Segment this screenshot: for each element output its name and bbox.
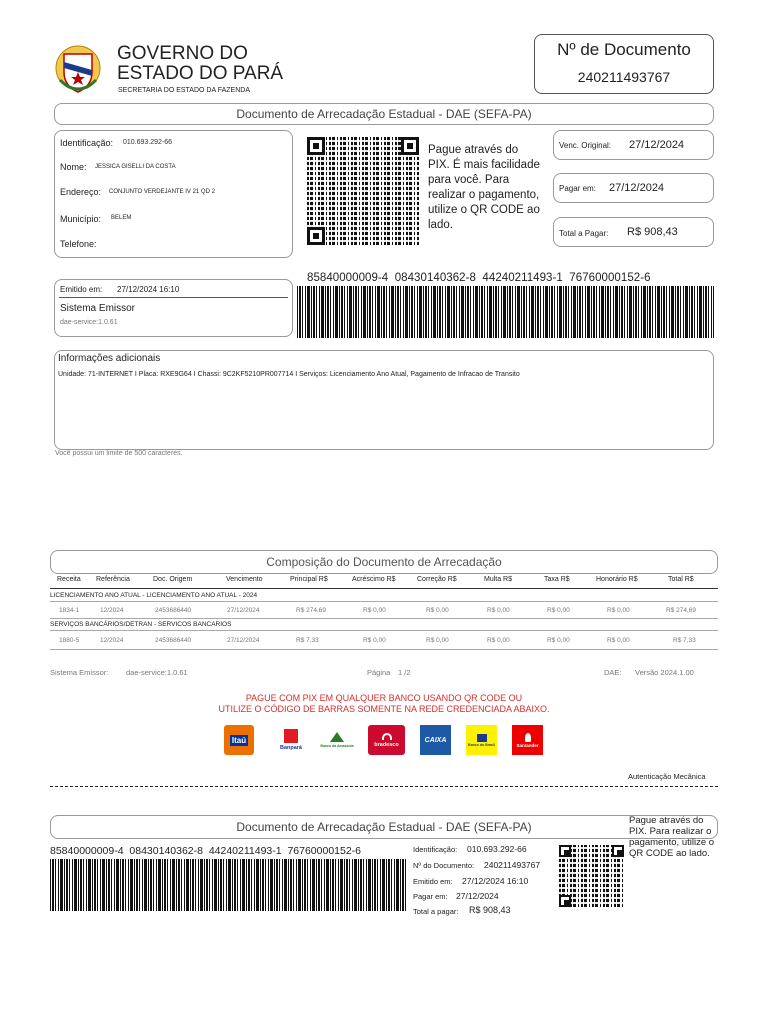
pagar-em-box [553,173,714,203]
comp-group-2-name: SERVIÇOS BANCÁRIOS/DETRAN - SERVICOS BANCARIOS [50,621,232,628]
dae-label: DAE: [604,668,622,677]
cut-line [50,786,718,787]
pix-notice-line1: PAGUE COM PIX EM QUALQUER BANCO USANDO QR CODE OU [245,693,523,703]
stub-doc-value: 240211493767 [484,860,541,870]
char-limit-note: Você possui um limite de 500 caracteres. [55,450,183,457]
col-principal: Principal R$ [290,576,328,583]
emitido-value: 27/12/2024 16:10 [117,285,180,294]
col-vencimento: Vencimento [226,576,263,583]
venc-value: 27/12/2024 [629,139,685,151]
total-label: Total a Pagar: [559,229,609,238]
version: Versão 2024.1.00 [635,668,694,677]
pagar-label: Pagar em: [559,184,596,193]
bank-logo-amazonia: Banco da Amazônia [320,725,354,755]
stub-doc-label: Nº do Documento: [413,861,475,870]
emitido-label: Emitido em: [60,285,103,294]
state-seal-logo [54,40,102,98]
composition-title: Composição do Documento de Arrecadação [266,555,502,569]
comp-header-row [50,576,718,588]
total-box [553,217,714,247]
stub-id-label: Identificação: [413,845,458,854]
stub-pix-instructions: Pague através do PIX. Para realizar o pagamento, utilize o QR CODE ao lado. [629,815,715,859]
name-value: JESSICA GISELLI DA COSTA [95,164,176,170]
auth-label: Autenticação Mecânica [628,772,706,781]
stub-barcode-digits: 85840000009-4 08430140362-8 44240211493-1 76760000152-6 [50,845,362,857]
composition-title-bar [50,550,718,574]
name-label: Nome: [60,162,87,172]
col-multa: Multa R$ [484,576,513,583]
venc-label: Venc. Original: [559,141,612,150]
id-label: Identificação: [60,138,114,148]
col-honorario: Honorário R$ [596,576,638,583]
stub-pix-qr-code [559,845,624,907]
id-value: 010.693.292-66 [123,139,173,146]
table-row: 1880-5 12/2024 2453686440 27/12/2024 R$ 7,33 R$ 0,00 R$ 0,00 R$ 0,00 R$ 0,00 R$ 0,00 R$ 7,33 [59,637,696,644]
doc-number-label: Nº de Documento [557,40,691,59]
section-title: Documento de Arrecadação Estadual - DAE (SEFA-PA) [236,107,532,121]
col-correcao: Correção R$ [417,576,457,583]
phone-label: Telefone: [60,239,97,249]
sistema-label: Sistema Emissor [60,303,136,314]
address-value: CONJUNTO VERDEJANTE IV 21 QD 2 [109,189,215,195]
header-title-line1: GOVERNO DO [117,43,248,64]
comp-group-1-name: LICENCIAMENTO ANO ATUAL - LICENCIAMENTO ANO ATUAL - 2024 [50,592,258,599]
page-value: 1 /2 [398,668,411,677]
barcode-digits: 85840000009-4 08430140362-8 44240211493-1 76760000152-6 [307,272,651,284]
footer-sistema-label: Sistema Emissor: [50,668,109,677]
stub-id-value: 010.693.292-66 [467,844,527,854]
stub-title: Documento de Arrecadação Estadual - DAE (SEFA-PA) [236,820,532,834]
address-label: Endereço: [60,187,102,197]
city-value: BELEM [111,215,132,221]
stub-title-bar [50,815,718,839]
table-row: 1834-1 12/2024 2453686440 27/12/2024 R$ 274,69 R$ 0,00 R$ 0,00 R$ 0,00 R$ 0,00 R$ 0,00 R$ 274,69 [59,607,696,614]
stub-pagar-label: Pagar em: [413,892,448,901]
total-value: R$ 908,43 [627,226,678,238]
emission-box [54,279,293,337]
pagar-value: 27/12/2024 [609,182,665,194]
bank-logo-santander: Santander [512,725,543,755]
pix-qr-code [307,137,419,245]
stub-total-label: Total a pagar: [413,907,459,916]
header-title-line2: ESTADO DO PARÁ [117,63,284,84]
stub-total-value: R$ 908,43 [469,905,511,915]
pix-instructions: Pague através do PIX. É mais facilidade para você. Para realizar o pagamento, utilize o QR CODE ao lado. [428,144,540,231]
additional-info-box [54,350,714,450]
city-label: Município: [60,214,102,224]
col-acrescimo: Acréscimo R$ [352,576,396,583]
section-title-bar [54,103,714,125]
stub-pagar-value: 27/12/2024 [456,891,499,901]
sistema-value: dae-service:1.0.61 [60,319,118,326]
info-text: Unidade: 71-INTERNET I Placa: RXE9G64 I Chassi: 9C2KF5210PR007714 I Serviços: Licenciamento Ano Atual, Pagamento de Infracao de Transito [58,371,520,378]
doc-number-box [534,34,714,94]
bank-logo-itau: Itaú [224,725,254,755]
stub-barcode [50,859,407,911]
header-subtitle: SECRETARIA DO ESTADO DA FAZENDA [118,87,250,94]
col-receita: Receita [57,576,81,583]
col-doc-origem: Doc. Origem [153,576,193,583]
stub-emitido-label: Emitido em: [413,877,453,886]
col-total: Total R$ [668,576,694,583]
stub-emitido-value: 27/12/2024 16:10 [462,876,529,886]
info-title: Informações adicionais [58,353,161,364]
bank-logo-caixa: CAIXA [420,725,451,755]
main-barcode [297,286,714,338]
doc-number-value: 240211493767 [577,69,671,85]
footer-sistema-value: dae-service:1.0.61 [126,668,188,677]
venc-original-box [553,130,714,160]
col-referencia: Referência [96,576,130,583]
bank-logo-bradesco: bradesco [368,725,405,755]
col-taxa: Taxa R$ [544,576,570,583]
page-label: Página [367,668,391,677]
bank-logo-banco-do-brasil: Banco do Brasil [466,725,497,755]
payer-box [54,130,293,258]
bank-logo-banpara: Banpará [275,725,307,755]
pix-notice-line2: UTILIZE O CÓDIGO DE BARRAS SOMENTE NA REDE CREDENCIADA ABAIXO. [218,704,550,714]
